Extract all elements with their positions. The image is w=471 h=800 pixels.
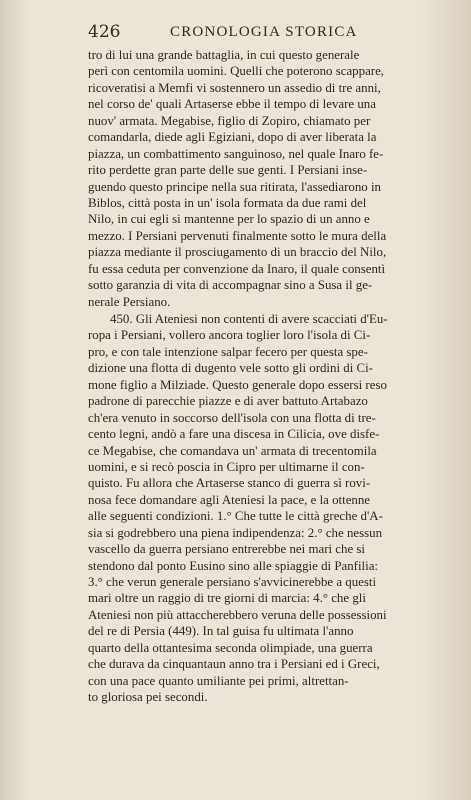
text-line: Nilo, in cui egli si mantenne per lo spazio di un anno e	[88, 212, 370, 227]
text-line: stendono dal ponto Eusino sino alle spiaggie di Panfilia:	[88, 558, 379, 573]
text-line: Ateniesi non più attaccherebbero veruna delle possessioni	[88, 607, 387, 622]
page-header	[88, 22, 436, 46]
text-line: guendo questo principe nella sua ritirata, l'assediarono in	[88, 179, 381, 194]
paragraph-450	[88, 311, 438, 706]
text-line: dizione una flotta di dugento vele sotto gli ordini di Ci-	[88, 361, 373, 376]
text-line: piazza, un combattimento sanguinoso, nel quale Inaro fe-	[88, 146, 384, 161]
text-line: mone figlio a Milziade. Questo generale dopo essersi reso	[88, 377, 387, 392]
text-line: pro, e con tale intenzione salpar fecero per questa spe-	[88, 344, 368, 359]
text-line: perì con centomila uomini. Quelli che poterono scappare,	[88, 64, 385, 79]
body-text	[88, 47, 438, 706]
text-line: nosa fece domandare agli Ateniesi la pace, e la ottenne	[88, 492, 371, 507]
text-line: nuov' armata. Megabise, figlio di Zopiro, chiamato per	[88, 113, 371, 128]
text-line: fu essa ceduta per convenzione da Inaro, il quale consentì	[88, 261, 386, 276]
text-line: mari oltre un raggio di tre giorni di marcia: 4.° che gli	[88, 591, 366, 606]
text-line: to gloriosa pei secondi.	[88, 690, 208, 705]
text-line: alle seguenti condizioni. 1.° Che tutte le città greche d'A-	[88, 509, 383, 524]
text-line: piazza mediante il prosciugamento di un braccio del Nilo,	[88, 245, 387, 260]
text-line: padrone di parecchie piazze e di aver battuto Artabazo	[88, 394, 368, 409]
text-line: del re di Persia (449). In tal guisa fu ultimata l'anno	[88, 624, 354, 639]
running-title: CRONOLOGIA STORICA	[170, 24, 358, 40]
text-line: cento legni, andò a fare una discesa in Cilicia, ove disfe-	[88, 427, 380, 442]
text-line: uomini, e si recò poscia in Cipro per ultimarne il con-	[88, 459, 365, 474]
paragraph-inaro	[88, 47, 438, 310]
text-line: mezzo. I Persiani pervenuti finalmente sotto le mura della	[88, 228, 387, 243]
text-line: che durava da cinquantaun anno tra i Persiani ed i Greci,	[88, 657, 380, 672]
text-line: quisto. Fu allora che Artaserse stanco di guerra sì rovi-	[88, 476, 371, 491]
text-line: sia si godrebbero una piena indipendenza: 2.° che nessun	[88, 525, 383, 540]
text-line: sotto garanzia di vita di accompagnar sino a Susa il ge-	[88, 278, 373, 293]
page-number: 426	[88, 22, 121, 42]
text-line: vascello da guerra persiano entrerebbe nei mari che si	[88, 542, 366, 557]
text-line: ch'era venuto in soccorso dell'isola con una flotta di tre-	[88, 410, 376, 425]
text-line: ropa i Persiani, vollero ancora toglier loro l'isola di Ci-	[88, 328, 371, 343]
text-line: nerale Persiano.	[88, 294, 171, 309]
text-line: rito perdette gran parte delle sue genti. I Persiani inse-	[88, 163, 368, 178]
text-line: 450. Gli Ateniesi non contenti di avere scacciati d'Eu-	[110, 312, 388, 326]
text-line: ce Megabise, che comandava un' armata di trecentomila	[88, 443, 377, 458]
text-line: Biblos, città posta in un' isola formata da due rami del	[88, 195, 367, 210]
text-line: comandarla, diede agli Egiziani, dopo di aver liberata la	[88, 130, 377, 145]
text-line: quarto della ottantesima seconda olimpiade, una guerra	[88, 640, 373, 655]
text-line: ricoveratisi a Memfi vi sostennero un assedio di tre anni,	[88, 80, 381, 95]
text-line: nel corso de' quali Artaserse ebbe il tempo di levare una	[88, 97, 376, 112]
text-line: con una pace quanto umiliante pei primi, altrettan-	[88, 673, 349, 688]
text-line: tro di lui una grande battaglia, in cui questo generale	[88, 48, 360, 62]
text-line: 3.° che verun generale persiano s'avvicinerebbe a questi	[88, 575, 377, 589]
